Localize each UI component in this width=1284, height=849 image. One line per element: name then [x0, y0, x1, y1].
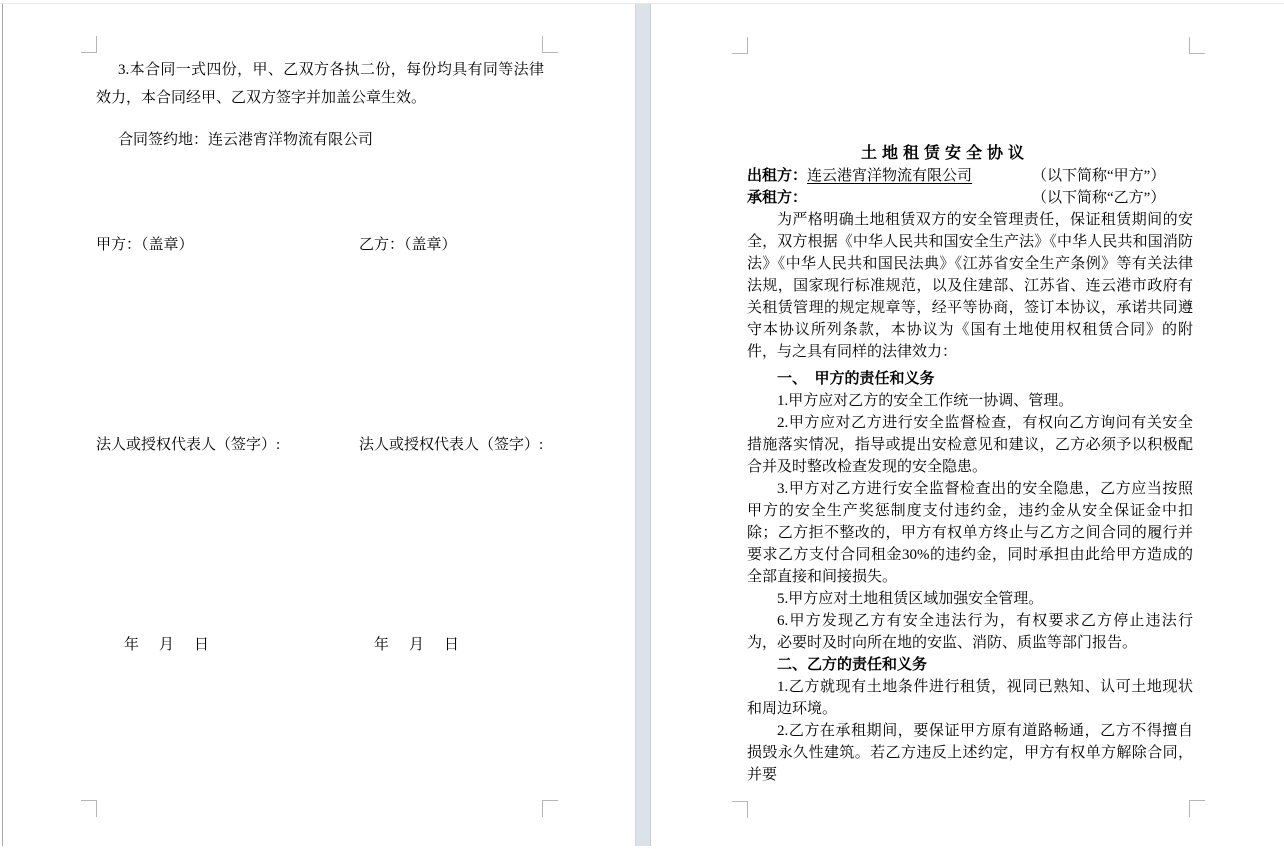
crop-mark-top-right — [1189, 37, 1205, 54]
section-1-heading: 一、 甲方的责任和义务 — [777, 371, 935, 387]
section-1-item: 2.甲方应对乙方进行安全监督检查，有权向乙方询问有关安全措施落实情况，指导或提出安检意见和建议，乙方必须予以积极配合并及时整改检查发现的安全隐患。 — [747, 415, 1193, 475]
crop-mark-bottom-right — [1189, 800, 1205, 817]
lessor-alias: （以下简称“甲方”） — [1032, 168, 1166, 184]
section-2-item: 2.乙方在承租期间，要保证甲方原有道路畅通，乙方不得擅自损毁永久性建筑。若乙方违反上述约定，甲方有权单方解除合同，并要 — [747, 723, 1193, 783]
preamble-paragraph: 为严格明确土地租赁双方的安全管理责任，保证租赁期间的安全，双方根据《中华人民共和国安全生产法》《中华人民共和国消防法》《中华人民共和国民法典》《江苏省安全生产条例》等有关法律法规，国家现行标准规范，以及住建部、江苏省、连云港市政府有关租赁管理的规定规章等，经平等协商，签订本协议，承诺共同遵守本协议所列条款，本协议为《国有土地使用权租赁合同》的附件，与之具有同样的法律效力： — [747, 212, 1193, 360]
agreement-title: 土地租赁安全协议 — [860, 145, 1029, 162]
section-1-item: 6.甲方发现乙方有安全违法行为，有权要求乙方停止违法行为，必要时及时向所在地的安监、消防、质监等部门报告。 — [747, 613, 1193, 651]
party-b-signer-line: 法人或授权代表人（签字）: — [359, 437, 544, 453]
crop-mark-bottom-left — [81, 800, 97, 817]
lessor-label: 出租方： — [747, 168, 808, 184]
section-1-item: 1.甲方应对乙方的安全工作统一协调、管理。 — [777, 393, 1074, 409]
page-left[interactable] — [2, 4, 636, 846]
page-gap — [635, 4, 651, 846]
crop-mark-bottom-right — [542, 800, 558, 817]
lessee-alias: （以下简称“乙方”） — [1032, 190, 1166, 206]
party-b-seal-line: 乙方：（盖章） — [359, 237, 457, 253]
lessee-label: 承租方： — [747, 190, 808, 206]
crop-mark-bottom-left — [732, 801, 748, 818]
page-right[interactable] — [651, 4, 1284, 846]
party-a-signer-line: 法人或授权代表人（签字）: — [96, 437, 281, 453]
party-a-date-line: 年 月 日 — [124, 637, 212, 653]
crop-mark-top-right — [542, 36, 558, 53]
section-2-item: 1.乙方就现有土地条件进行租赁，视同已熟知、认可土地现状和周边环境。 — [747, 679, 1193, 717]
party-a-seal-line: 甲方：（盖章） — [96, 237, 194, 253]
lessee-line — [747, 187, 1193, 209]
lessor-line — [747, 165, 1193, 187]
lessor-name: 连云港宵洋物流有限公司 — [807, 168, 973, 184]
agreement-body — [747, 143, 1193, 786]
section-1-item: 5.甲方应对土地租赁区域加强安全管理。 — [777, 591, 1044, 607]
party-b-date-line: 年 月 日 — [374, 637, 462, 653]
crop-mark-top-left — [732, 37, 748, 54]
clause-3-paragraph: 3.本合同一式四份，甲、乙双方各执二份，每份均具有同等法律效力，本合同经甲、乙双方签字并加盖公章生效。 — [96, 62, 544, 106]
section-1-item: 3.甲方对乙方进行安全监督检查出的安全隐患，乙方应当按照甲方的安全生产奖惩制度支付违约金，违约金从安全保证金中扣除；乙方拒不整改的，甲方有权单方终止与乙方之间合同的履行并要求乙方支付合同租金30%的违约金，同时承担由此给甲方造成的全部直接和间接损失。 — [747, 481, 1193, 585]
section-2-heading: 二、乙方的责任和义务 — [777, 657, 928, 673]
signing-place-line: 合同签约地：连云港宵洋物流有限公司 — [118, 132, 374, 148]
crop-mark-top-left — [81, 36, 97, 53]
